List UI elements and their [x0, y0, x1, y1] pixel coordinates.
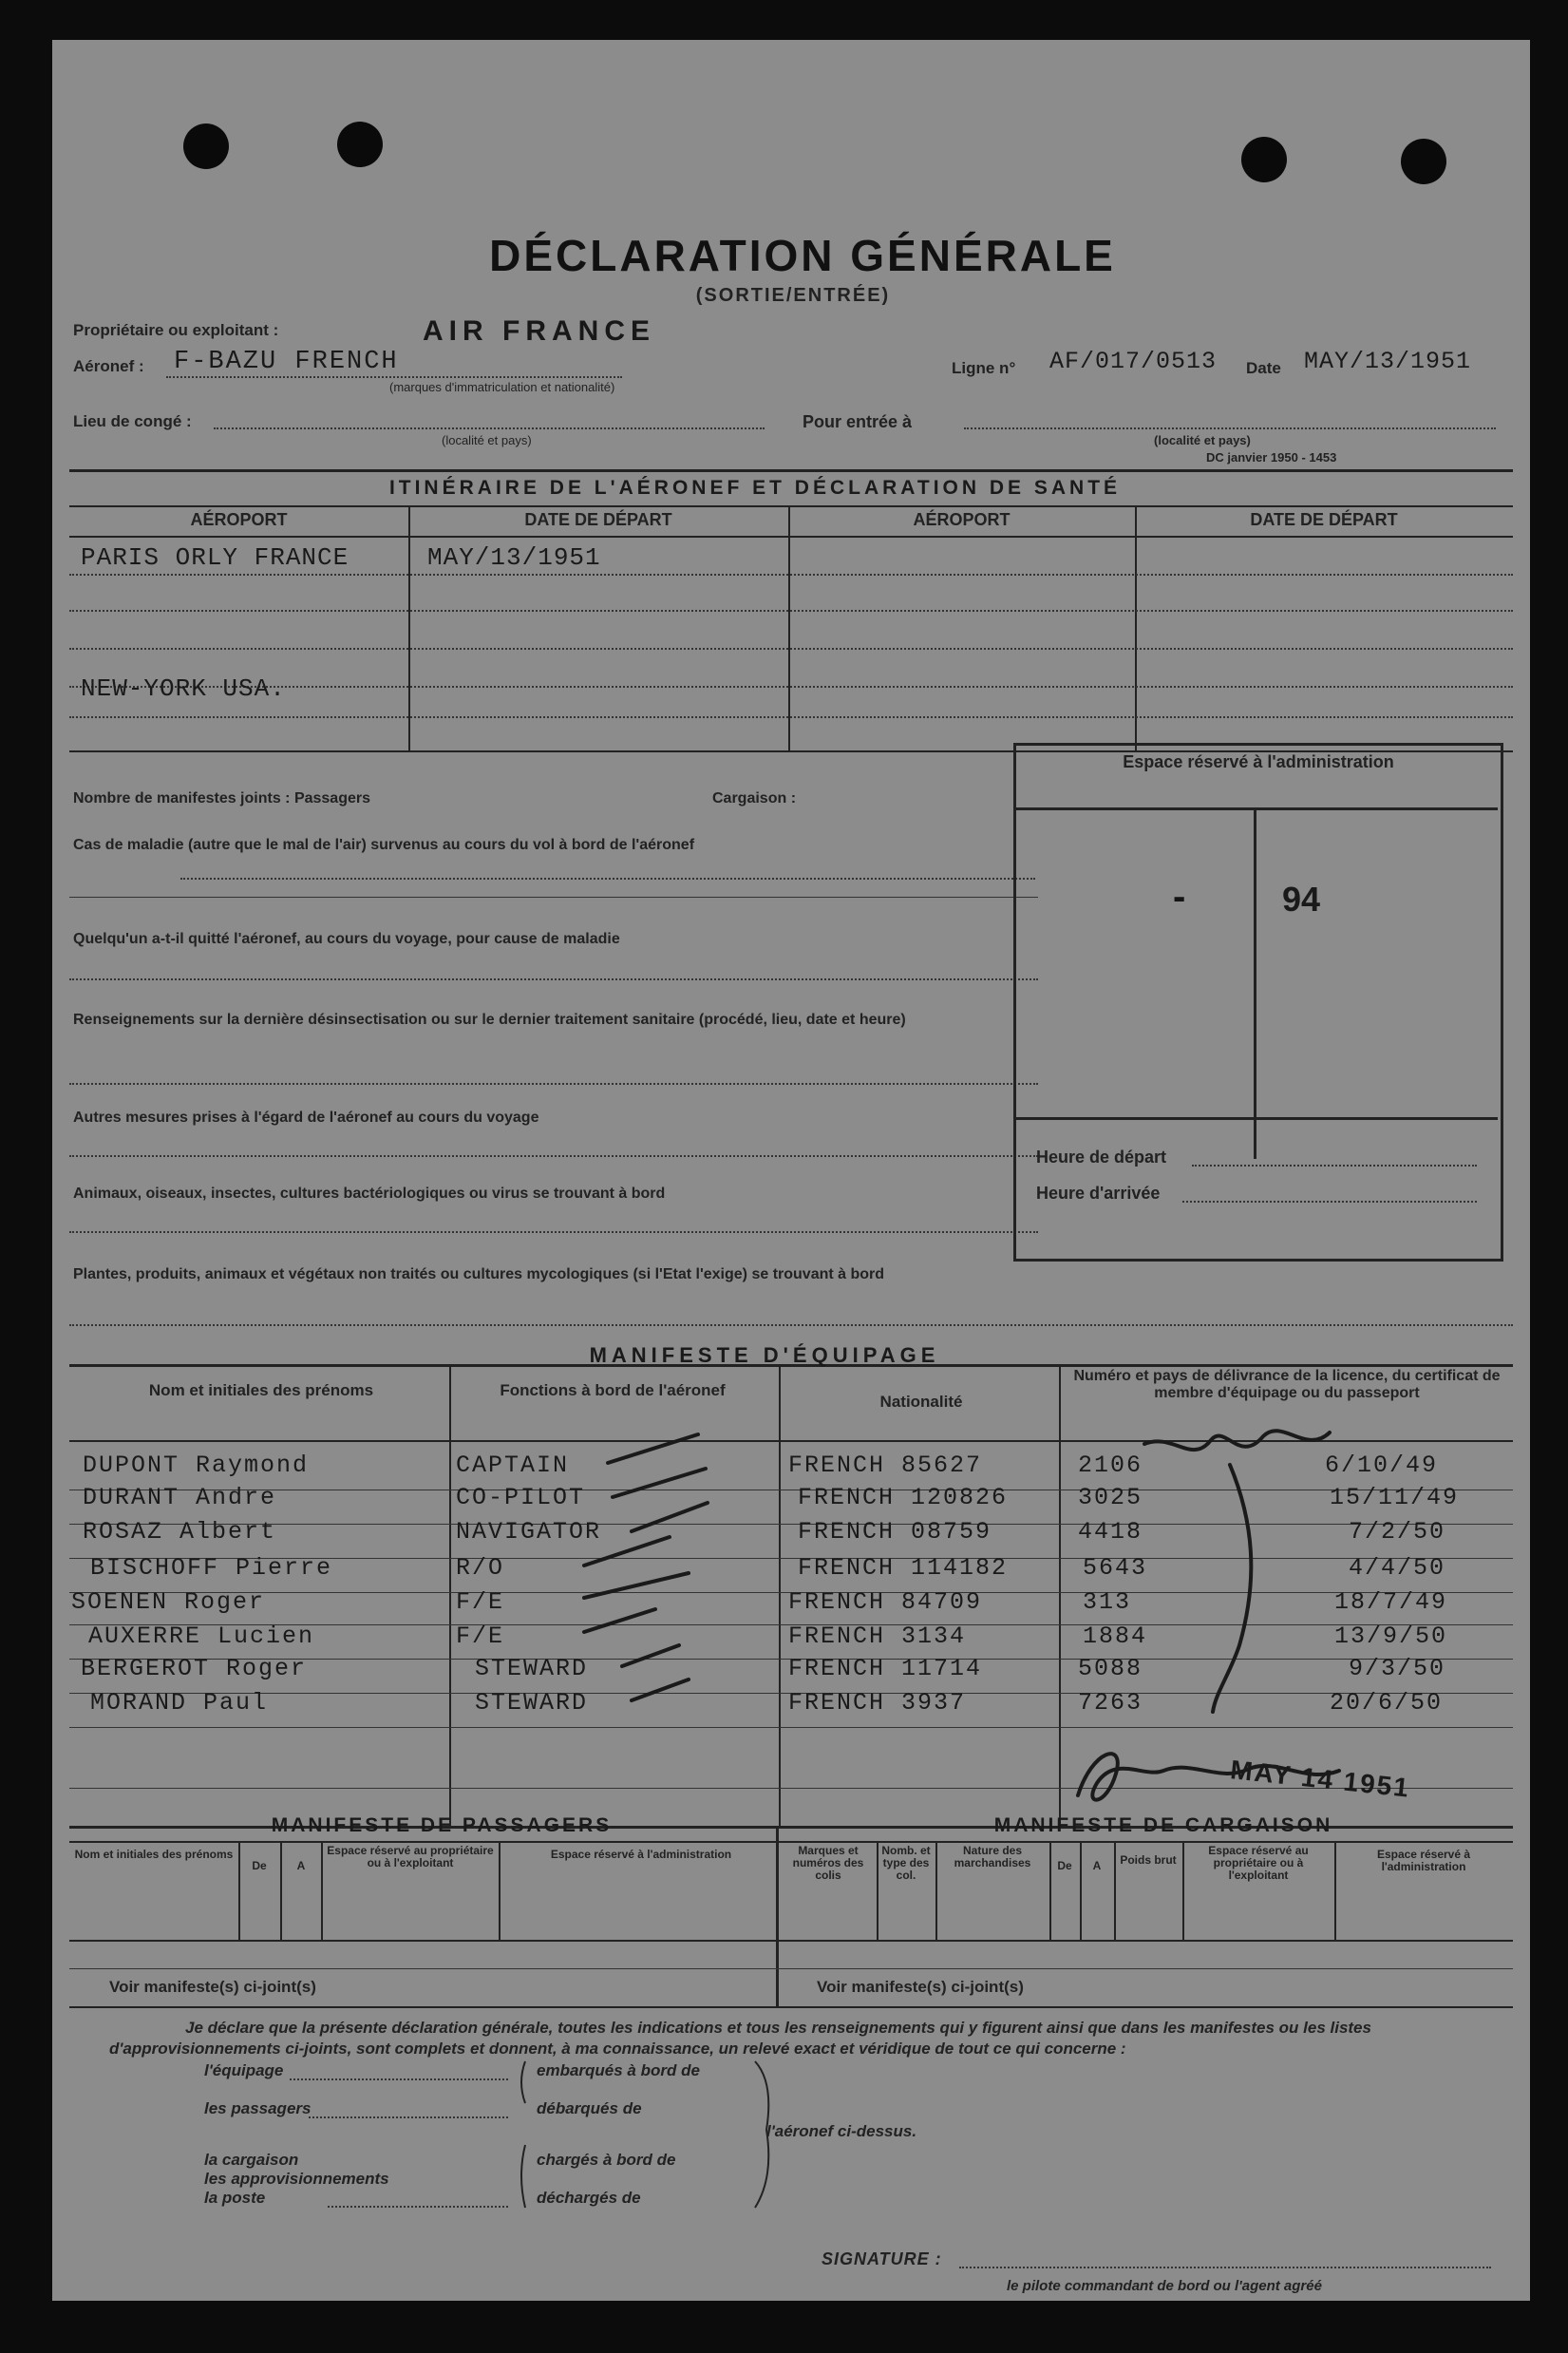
line-label: Ligne n°	[952, 359, 1016, 377]
passengers-col-from: De	[252, 1859, 267, 1872]
passengers-footer: Voir manifeste(s) ci-joint(s)	[109, 1978, 316, 1996]
itinerary-col-airport-2: AÉROPORT	[913, 510, 1011, 529]
document-page	[52, 40, 1530, 2301]
signature-label: SIGNATURE :	[822, 2249, 942, 2268]
crew-licence-date: 4/4/50	[1349, 1554, 1446, 1582]
passengers-col-operator: Espace réservé au propriétaire ou à l'exploitant	[327, 1844, 494, 1869]
cargo-col-from: De	[1057, 1859, 1072, 1872]
date-stamp: MAY 14 1951	[1228, 1755, 1412, 1803]
crew-nationality: FRENCH 3937	[788, 1689, 967, 1717]
crew-licence-date: 13/9/50	[1334, 1622, 1448, 1650]
plants-label: Plantes, produits, animaux et végétaux non traités ou cultures mycologiques (si l'Etat l'exige) se trouvant à bord	[73, 1266, 885, 1282]
disinsection-label: Renseignements sur la dernière désinsectisation ou sur le dernier traitement sanitaire (procédé, lieu, date et heure)	[73, 1012, 906, 1028]
crew-nationality: FRENCH 11714	[788, 1655, 983, 1682]
cargo-col-nature: Nature des marchandises	[954, 1844, 1031, 1869]
crew-licence-no: 3025	[1078, 1484, 1143, 1511]
crew-licence-no: 2106	[1078, 1452, 1143, 1479]
admin-box-title: Espace réservé à l'administration	[1123, 752, 1394, 771]
itinerary-row4-airport: NEW-YORK USA.	[81, 674, 286, 703]
crew-col-licence: Numéro et pays de délivrance de la licence, du certificat de membre d'équipage ou du passeport	[1073, 1368, 1501, 1401]
line-value: AF/017/0513	[1049, 348, 1218, 375]
crew-col-nationality: Nationalité	[879, 1393, 963, 1411]
cargo-col-to: A	[1092, 1859, 1102, 1872]
crew-name: BERGEROT Roger	[81, 1655, 308, 1682]
crew-function: STEWARD	[475, 1689, 589, 1717]
date-label: Date	[1246, 359, 1281, 377]
leave-label: Lieu de congé :	[73, 412, 192, 430]
page-title: DÉCLARATION GÉNÉRALE	[489, 231, 1116, 280]
declaration-loaded: chargés à bord de	[537, 2151, 676, 2169]
declaration-disembarked: débarqués de	[537, 2099, 642, 2117]
aircraft-label: Aéronef :	[73, 357, 144, 375]
declaration-mail-label: la poste	[204, 2189, 266, 2207]
crew-function: CO-PILOT	[456, 1484, 586, 1511]
crew-licence-date: 9/3/50	[1349, 1655, 1446, 1682]
crew-col-name: Nom et initiales des prénoms	[148, 1381, 374, 1399]
crew-name: SOENEN Roger	[71, 1588, 266, 1616]
crew-licence-date: 15/11/49	[1330, 1484, 1460, 1511]
crew-function: F/E	[456, 1588, 505, 1616]
illness-label: Cas de maladie (autre que le mal de l'air) survenus au cours du vol à bord de l'aéronef	[73, 837, 695, 853]
leave-caption: (localité et pays)	[442, 433, 532, 447]
aircraft-value: F-BAZU FRENCH	[174, 348, 399, 376]
crew-licence-date: 20/6/50	[1330, 1689, 1444, 1717]
cargo-count-label: Cargaison :	[712, 790, 797, 806]
signature-caption: le pilote commandant de bord ou l'agent agréé	[1007, 2278, 1322, 2294]
crew-nationality: FRENCH 08759	[798, 1518, 992, 1546]
itinerary-row1-date: MAY/13/1951	[427, 543, 601, 572]
date-value: MAY/13/1951	[1304, 348, 1472, 375]
declaration-unloaded: déchargés de	[537, 2189, 641, 2207]
crew-licence-date: 7/2/50	[1349, 1518, 1446, 1546]
crew-name: ROSAZ Albert	[83, 1518, 277, 1546]
arrival-time-label: Heure d'arrivée	[1036, 1184, 1161, 1203]
entry-label: Pour entrée à	[803, 412, 913, 431]
itinerary-row1-airport: PARIS ORLY FRANCE	[81, 543, 349, 572]
form-reference: DC janvier 1950 - 1453	[1206, 450, 1337, 465]
crew-licence-no: 1884	[1083, 1622, 1148, 1650]
crew-nationality: FRENCH 120826	[798, 1484, 1009, 1511]
crew-nationality: FRENCH 114182	[798, 1554, 1009, 1582]
declaration-supplies-label: les approvisionnements	[204, 2170, 389, 2188]
passengers-col-to: A	[296, 1859, 306, 1872]
cargo-col-count: Nomb. et type des col.	[881, 1844, 931, 1882]
admin-left-mark: -	[1173, 876, 1186, 918]
crew-licence-date: 6/10/49	[1325, 1452, 1439, 1479]
cargo-title: MANIFESTE DE CARGAISON	[993, 1814, 1333, 1836]
crew-function: CAPTAIN	[456, 1452, 570, 1479]
crew-licence-date: 18/7/49	[1334, 1588, 1448, 1616]
cargo-col-marks: Marques et numéros des colis	[792, 1844, 864, 1882]
declaration-crew-label: l'équipage	[204, 2061, 284, 2079]
crew-name: DURANT Andre	[83, 1484, 277, 1511]
cargo-col-admin: Espace réservé à l'administration	[1376, 1848, 1471, 1873]
crew-licence-no: 313	[1083, 1588, 1132, 1616]
cargo-footer: Voir manifeste(s) ci-joint(s)	[817, 1978, 1024, 1996]
crew-nationality: FRENCH 84709	[788, 1588, 983, 1616]
passengers-title: MANIFESTE DE PASSAGERS	[271, 1814, 613, 1836]
crew-title: MANIFESTE D'ÉQUIPAGE	[589, 1343, 940, 1367]
crew-nationality: FRENCH 85627	[788, 1452, 983, 1479]
crew-licence-no: 5088	[1078, 1655, 1143, 1682]
crew-name: DUPONT Raymond	[83, 1452, 310, 1479]
departure-time-label: Heure de départ	[1036, 1148, 1167, 1167]
manifests-label: Nombre de manifestes joints : Passagers	[73, 790, 370, 806]
crew-licence-no: 7263	[1078, 1689, 1143, 1717]
left-aircraft-label: Quelqu'un a-t-il quitté l'aéronef, au cours du voyage, pour cause de maladie	[73, 931, 620, 947]
declaration-aircraft-ref: l'aéronef ci-dessus.	[766, 2122, 917, 2140]
declaration-cargo-label: la cargaison	[204, 2151, 299, 2169]
aircraft-caption: (marques d'immatriculation et nationalité)	[389, 380, 615, 394]
itinerary-col-departure-2: DATE DE DÉPART	[1250, 510, 1398, 529]
itinerary-col-departure: DATE DE DÉPART	[524, 510, 672, 529]
cargo-col-weight: Poids brut	[1120, 1853, 1177, 1867]
crew-licence-no: 4418	[1078, 1518, 1143, 1546]
crew-name: AUXERRE Lucien	[88, 1622, 315, 1650]
crew-function: R/O	[456, 1554, 505, 1582]
passengers-col-admin: Espace réservé à l'administration	[550, 1848, 732, 1861]
declaration-passengers-label: les passagers	[204, 2099, 312, 2117]
declaration-braces	[52, 40, 1530, 2301]
page-subtitle: (SORTIE/ENTRÉE)	[695, 285, 891, 306]
passengers-col-name: Nom et initiales des prénoms	[74, 1848, 234, 1861]
measures-label: Autres mesures prises à l'égard de l'aéronef au cours du voyage	[73, 1110, 539, 1126]
owner-value: AIR FRANCE	[423, 315, 655, 347]
owner-label: Propriétaire ou exploitant :	[73, 321, 279, 339]
crew-name: BISCHOFF Pierre	[90, 1554, 333, 1582]
itinerary-col-airport: AÉROPORT	[190, 510, 288, 529]
animals-label: Animaux, oiseaux, insectes, cultures bactériologiques ou virus se trouvant à bord	[73, 1186, 666, 1202]
itinerary-title: ITINÉRAIRE DE L'AÉRONEF ET DÉCLARATION DE SANTÉ	[388, 477, 1122, 499]
crew-name: MORAND Paul	[90, 1689, 269, 1717]
crew-function: F/E	[456, 1622, 505, 1650]
crew-nationality: FRENCH 3134	[788, 1622, 967, 1650]
crew-licence-no: 5643	[1083, 1554, 1148, 1582]
admin-right-number: 94	[1282, 880, 1321, 919]
declaration-embarked: embarqués à bord de	[537, 2061, 700, 2079]
crew-col-function: Fonctions à bord de l'aéronef	[500, 1381, 726, 1399]
crew-function: NAVIGATOR	[456, 1518, 602, 1546]
entry-caption: (localité et pays)	[1154, 433, 1251, 447]
cargo-col-operator: Espace réservé au propriétaire ou à l'exploitant	[1208, 1844, 1309, 1882]
crew-function: STEWARD	[475, 1655, 589, 1682]
declaration-text: Je déclare que la présente déclaration générale, toutes les indications et tous les renseignements qui y figurent ainsi que dans les manifestes ou les listes d'approvisionnements ci-joints, sont complets et donnent, à ma connaissance, un relevé exact et véridique de tout ce qui concerne :	[109, 2019, 1371, 2058]
